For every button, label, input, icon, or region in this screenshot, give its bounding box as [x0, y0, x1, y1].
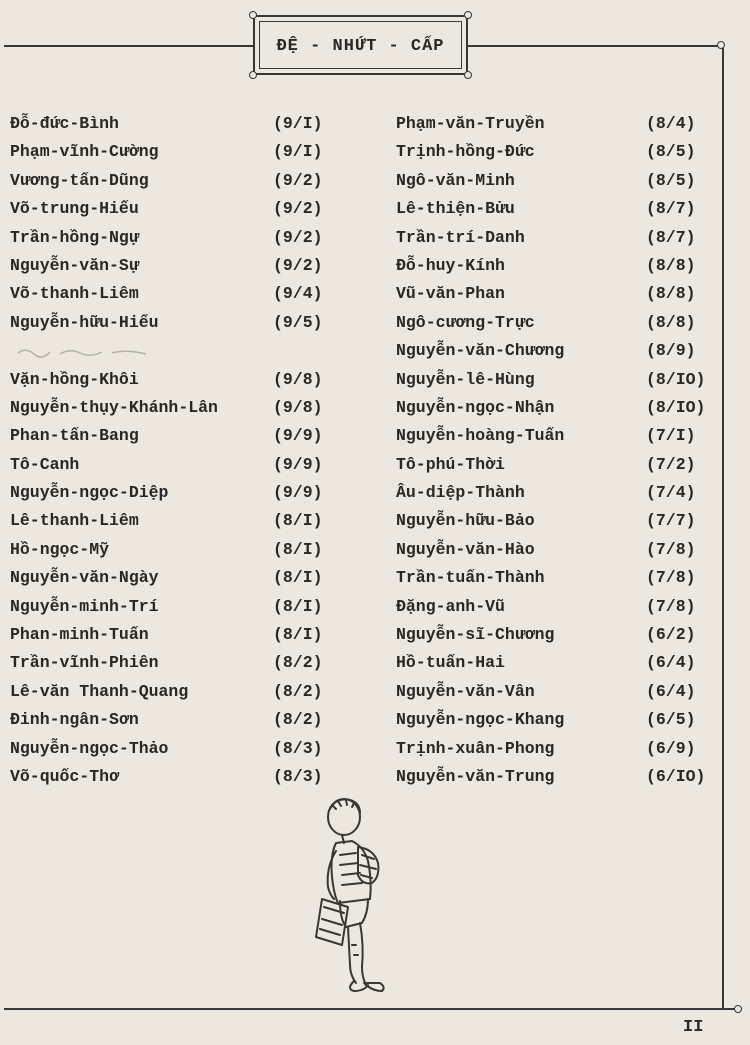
student-name: Đinh-ngân-Sơn	[10, 710, 139, 730]
student-name: Đỗ-đức-Bình	[10, 114, 119, 133]
student-name: Nguyễn-thụy-Khánh-Lân	[10, 397, 218, 417]
boy-illustration	[300, 795, 410, 1005]
list-item	[10, 309, 380, 337]
student-name: Nguyễn-văn-Chương	[396, 341, 565, 361]
frame-top-right	[468, 45, 723, 47]
title-ring-tl	[249, 11, 257, 19]
student-name: Phan-tấn-Bang	[10, 426, 139, 446]
list-item	[10, 678, 380, 706]
class-code: (8/4)	[646, 114, 696, 133]
student-name: Trần-hồng-Ngự	[10, 227, 139, 247]
list-item	[10, 167, 380, 195]
student-name: Nguyễn-hoàng-Tuấn	[396, 426, 565, 446]
class-code: (9/9)	[273, 483, 323, 503]
class-code: (9/9)	[273, 426, 323, 446]
list-item	[396, 167, 726, 195]
student-name: Nguyễn-văn-Sự	[10, 255, 139, 275]
class-code: (7/2)	[646, 454, 696, 474]
class-code: (9/I)	[273, 142, 323, 162]
class-code: (8/IO)	[646, 397, 706, 417]
class-code: (9/2)	[273, 227, 323, 247]
class-code: (7/8)	[646, 596, 696, 616]
student-name: Nguyễn-lê-Hùng	[396, 369, 535, 389]
list-item	[396, 706, 726, 734]
student-name: Nguyễn-minh-Trí	[10, 596, 159, 616]
student-name: Ngô-cương-Trực	[396, 312, 535, 332]
class-code: (9/5)	[273, 312, 323, 332]
class-code: (8/7)	[646, 227, 696, 247]
class-code: (8/8)	[646, 312, 696, 332]
frame-ring-top-right	[717, 41, 725, 49]
list-item	[10, 507, 380, 535]
list-item	[396, 507, 726, 535]
class-code: (7/4)	[646, 483, 696, 503]
smudge-mark	[16, 345, 156, 359]
class-code: (8/I)	[273, 539, 323, 559]
list-item	[396, 337, 726, 365]
frame-bottom	[4, 1008, 742, 1010]
class-code: (8/3)	[273, 738, 323, 758]
class-code: (8/7)	[646, 199, 696, 219]
list-item	[396, 735, 726, 763]
class-code: (8/I)	[273, 625, 323, 645]
student-name: Vương-tấn-Dũng	[10, 170, 149, 190]
list-item	[396, 649, 726, 677]
list-item	[396, 536, 726, 564]
list-item	[10, 394, 380, 422]
class-code: (8/2)	[273, 653, 323, 673]
student-name: Võ-thanh-Liêm	[10, 284, 139, 304]
student-name: Võ-trung-Hiếu	[10, 199, 139, 219]
class-code: (8/I)	[273, 568, 323, 588]
class-code: (6/9)	[646, 738, 696, 758]
page-title: ĐỆ - NHỨT - CẤP	[276, 37, 445, 56]
student-name: Nguyễn-văn-Ngày	[10, 568, 159, 588]
student-name: Nguyễn-hữu-Bảo	[396, 511, 535, 531]
class-code: (7/7)	[646, 511, 696, 531]
class-code: (9/2)	[273, 199, 323, 219]
list-item	[396, 224, 726, 252]
title-ring-bl	[249, 71, 257, 79]
page-number: II	[683, 1018, 704, 1037]
list-item	[10, 536, 380, 564]
list-item	[396, 479, 726, 507]
class-code: (6/5)	[646, 710, 696, 730]
list-item	[10, 649, 380, 677]
student-name: Trịnh-hồng-Đức	[396, 142, 535, 162]
list-item	[396, 763, 726, 791]
student-name: Phạm-vĩnh-Cường	[10, 142, 159, 162]
list-item	[10, 564, 380, 592]
class-code: (8/8)	[646, 284, 696, 304]
student-name: Võ-quốc-Thơ	[10, 766, 119, 786]
list-item	[396, 564, 726, 592]
list-item	[10, 451, 380, 479]
title-ring-br	[464, 71, 472, 79]
list-item	[10, 479, 380, 507]
class-code: (8/2)	[273, 710, 323, 730]
student-name: Nguyễn-văn-Vân	[396, 681, 535, 701]
list-item	[10, 138, 380, 166]
class-code: (9/2)	[273, 255, 323, 275]
student-name: Phan-minh-Tuấn	[10, 625, 149, 645]
list-item	[396, 593, 726, 621]
student-name: Lê-thanh-Liêm	[10, 511, 139, 531]
list-item	[396, 422, 726, 450]
left-name-list	[10, 110, 380, 791]
class-code: (6/2)	[646, 625, 696, 645]
list-item	[10, 366, 380, 394]
list-item	[10, 422, 380, 450]
frame-ring-bottom-right	[734, 1005, 742, 1013]
student-name: Lê-văn Thanh-Quang	[10, 681, 189, 701]
class-code: (6/IO)	[646, 766, 706, 786]
list-item	[396, 280, 726, 308]
class-code: (7/8)	[646, 539, 696, 559]
student-name: Nguyễn-văn-Hào	[396, 539, 535, 559]
student-name: Phạm-văn-Truyền	[396, 114, 545, 133]
student-name: Ngô-văn-Minh	[396, 170, 515, 190]
class-code: (8/8)	[646, 255, 696, 275]
list-item	[396, 138, 726, 166]
list-item	[396, 621, 726, 649]
student-name: Trần-tuấn-Thành	[396, 568, 545, 588]
student-name: Nguyễn-văn-Trung	[396, 766, 555, 786]
student-name: Hồ-tuấn-Hai	[396, 653, 505, 673]
class-code: (6/4)	[646, 653, 696, 673]
student-name: Nguyễn-sĩ-Chương	[396, 625, 555, 645]
class-code: (7/8)	[646, 568, 696, 588]
list-item	[10, 195, 380, 223]
list-item	[10, 706, 380, 734]
list-item	[10, 110, 380, 138]
list-item	[10, 621, 380, 649]
class-code: (8/I)	[273, 596, 323, 616]
class-code: (9/I)	[273, 114, 323, 133]
list-item	[396, 309, 726, 337]
class-code: (8/5)	[646, 170, 696, 190]
student-name: Nguyễn-ngọc-Khang	[396, 710, 565, 730]
student-name: Lê-thiện-Bửu	[396, 199, 515, 219]
list-item	[10, 593, 380, 621]
student-name: Trần-vĩnh-Phiên	[10, 653, 159, 673]
class-code: (9/4)	[273, 284, 323, 304]
student-name: Nguyễn-hữu-Hiếu	[10, 312, 159, 332]
student-name: Đặng-anh-Vũ	[396, 596, 505, 616]
list-item	[10, 763, 380, 791]
class-code: (8/9)	[646, 341, 696, 361]
title-box	[253, 15, 468, 75]
student-name: Vặn-hồng-Khôi	[10, 369, 139, 389]
list-item	[396, 366, 726, 394]
list-item	[10, 280, 380, 308]
student-name: Trần-trí-Danh	[396, 227, 525, 247]
class-code: (9/2)	[273, 170, 323, 190]
student-name: Vũ-văn-Phan	[396, 284, 505, 304]
student-name: Hồ-ngọc-Mỹ	[10, 539, 110, 559]
list-item	[396, 195, 726, 223]
list-item	[396, 394, 726, 422]
list-item	[10, 735, 380, 763]
class-code: (7/I)	[646, 426, 696, 446]
class-code: (9/8)	[273, 397, 323, 417]
class-code: (6/4)	[646, 681, 696, 701]
class-code: (8/IO)	[646, 369, 706, 389]
frame-top-left	[4, 45, 254, 47]
student-name: Nguyễn-ngọc-Diệp	[10, 483, 169, 503]
list-item	[396, 110, 726, 138]
right-name-list	[396, 110, 726, 791]
list-item	[10, 224, 380, 252]
student-name: Nguyễn-ngọc-Nhận	[396, 397, 555, 417]
student-name: Tô-phú-Thời	[396, 454, 505, 474]
class-code: (9/8)	[273, 369, 323, 389]
list-item	[396, 678, 726, 706]
student-name: Tô-Canh	[10, 454, 80, 474]
title-ring-tr	[464, 11, 472, 19]
student-name: Âu-diệp-Thành	[396, 483, 525, 503]
student-name: Nguyễn-ngọc-Thảo	[10, 738, 169, 758]
list-item	[10, 252, 380, 280]
class-code: (8/5)	[646, 142, 696, 162]
student-name: Đỗ-huy-Kính	[396, 255, 505, 275]
class-code: (9/9)	[273, 454, 323, 474]
list-item	[396, 252, 726, 280]
list-item	[396, 451, 726, 479]
class-code: (8/I)	[273, 511, 323, 531]
student-name: Trịnh-xuân-Phong	[396, 738, 555, 758]
class-code: (8/2)	[273, 681, 323, 701]
class-code: (8/3)	[273, 766, 323, 786]
